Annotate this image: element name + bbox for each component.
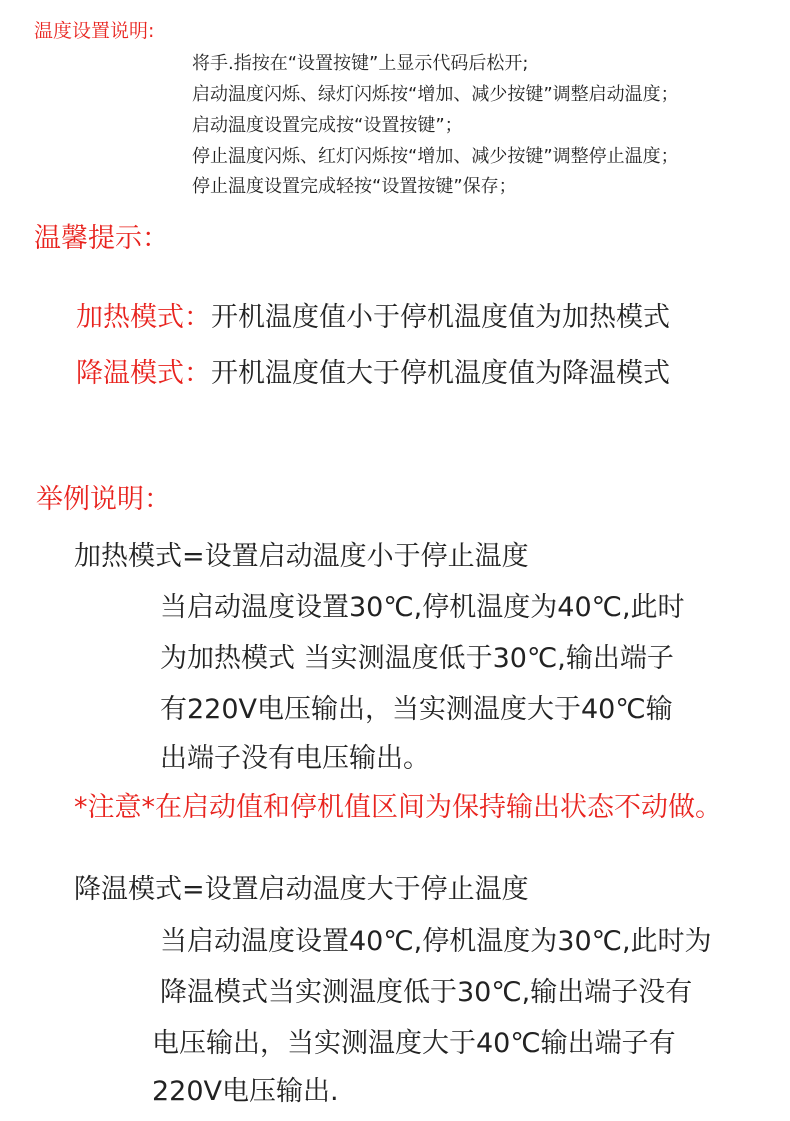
- tip-mode-text: 开机温度值小于停机温度值为加热模式: [211, 302, 670, 333]
- example-heating-line: 当启动温度设置30℃,停机温度为40℃,此时: [160, 592, 685, 623]
- settings-step: 启动温度闪烁、绿灯闪烁按“增加、减少按键”调整启动温度；: [192, 84, 679, 105]
- example-cooling-line: 电压输出，当实测温度大于40℃输出端子有: [152, 1028, 676, 1059]
- settings-step: 停止温度设置完成轻按“设置按键”保存；: [192, 176, 517, 197]
- settings-title: 温度设置说明:: [34, 20, 155, 42]
- example-heating-line: 有220V电压输出，当实测温度大于40℃输: [160, 694, 673, 725]
- tip-heating-mode: [76, 304, 670, 331]
- example-cooling-line: 当启动温度设置40℃,停机温度为30℃,此时为: [160, 926, 712, 957]
- example-heating-line: 出端子没有电压输出。: [160, 743, 430, 774]
- example-cooling-heading: 降温模式=设置启动温度大于停止温度: [74, 874, 529, 905]
- tip-mode-label: 加热模式：: [76, 302, 211, 333]
- tip-mode-text: 开机温度值大于停机温度值为降温模式: [211, 358, 670, 389]
- settings-step: 启动温度设置完成按“设置按键”；: [192, 115, 463, 136]
- tip-mode-label: 降温模式：: [76, 358, 211, 389]
- example-note: *注意*在启动值和停机值区间为保持输出状态不动做。: [74, 792, 722, 823]
- example-cooling-line: 220V电压输出.: [152, 1076, 339, 1107]
- example-heating-line: 为加热模式 当实测温度低于30℃,输出端子: [160, 643, 674, 674]
- example-title: 举例说明：: [36, 484, 171, 515]
- example-heating-heading: 加热模式=设置启动温度小于停止温度: [74, 541, 529, 572]
- example-cooling-line: 降温模式当实测温度低于30℃,输出端子没有: [160, 977, 693, 1008]
- settings-step: 将手.指按在“设置按键”上显示代码后松开;: [192, 53, 529, 74]
- settings-step: 停止温度闪烁、红灯闪烁按“增加、减少按键”调整停止温度；: [192, 146, 679, 167]
- tips-title: 温馨提示：: [34, 223, 169, 254]
- tip-cooling-mode: [76, 360, 670, 387]
